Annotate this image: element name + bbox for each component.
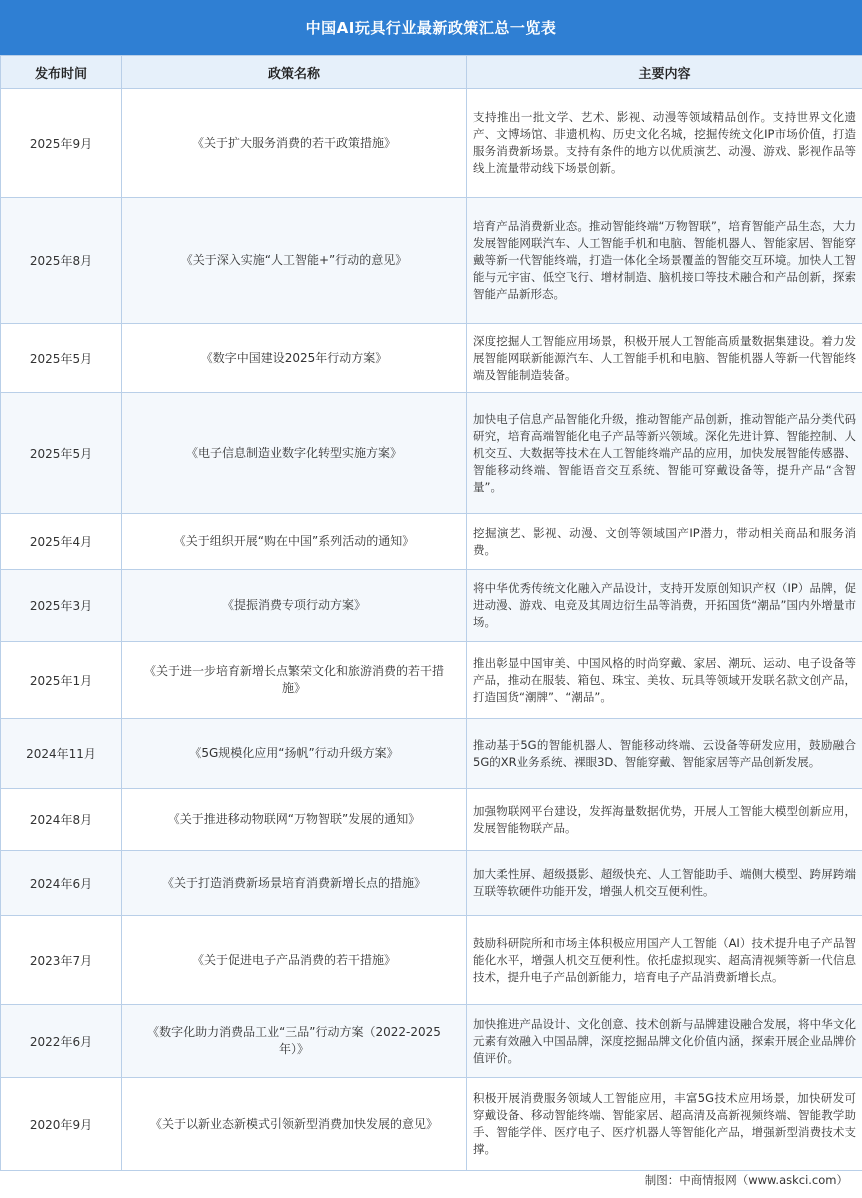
row-policy-name: 《关于扩大服务消费的若干政策措施》 (122, 89, 467, 198)
row-content: 深度挖掘人工智能应用场景，积极开展人工智能高质量数据集建设。着力发展智能网联新能源汽车、人工智能手机和电脑、智能机器人等新一代智能终端及智能制造装备。 (467, 324, 862, 393)
table-row (1, 1005, 862, 1078)
table-row (1, 719, 862, 789)
row-date: 2022年6月 (1, 1005, 122, 1078)
row-date: 2024年6月 (1, 851, 122, 916)
row-date: 2024年11月 (1, 719, 122, 789)
row-date: 2025年1月 (1, 642, 122, 719)
row-content: 加大柔性屏、超级摄影、超级快充、人工智能助手、端侧大模型、跨屏跨端互联等软硬件功能开发，增强人机交互便利性。 (467, 851, 862, 916)
table-body (1, 89, 862, 1171)
row-content: 支持推出一批文学、艺术、影视、动漫等领域精品创作。支持世界文化遗产、文博场馆、非遗机构、历史文化名城，挖掘传统文化IP市场价值，打造服务消费新场景。支持有条件的地方以优质演艺、动漫、游戏、影视作品等线上流量带动线下场景创新。 (467, 89, 862, 198)
row-content: 加快电子信息产品智能化升级，推动智能产品创新，推动智能产品分类代码研究，培育高端智能化电子产品等新兴领域。深化先进计算、智能控制、人机交互、大数据等技术在人工智能终端产品的应用，加快发展智能传感器、智能移动终端、智能语音交互系统、智能可穿戴设备等，提升产品“含智量”。 (467, 393, 862, 514)
table-row (1, 324, 862, 393)
row-policy-name: 《数字化助力消费品工业“三品”行动方案（2022-2025年）》 (122, 1005, 467, 1078)
page-title: 中国AI玩具行业最新政策汇总一览表 (0, 0, 862, 55)
table-header-row (1, 56, 862, 89)
row-content: 将中华优秀传统文化融入产品设计，支持开发原创知识产权（IP）品牌，促进动漫、游戏、电竞及其周边衍生品等消费，开拓国货“潮品”国内外增量市场。 (467, 570, 862, 642)
table-row (1, 1078, 862, 1171)
table-row (1, 642, 862, 719)
row-content: 推动基于5G的智能机器人、智能移动终端、云设备等研发应用，鼓励融合5G的XR业务系统、裸眼3D、智能穿戴、智能家居等产品创新发展。 (467, 719, 862, 789)
header-content: 主要内容 (467, 56, 862, 89)
row-content: 加强物联网平台建设，发挥海量数据优势，开展人工智能大模型创新应用，发展智能物联产品。 (467, 789, 862, 851)
table-row (1, 851, 862, 916)
row-date: 2023年7月 (1, 916, 122, 1005)
row-policy-name: 《关于进一步培育新增长点繁荣文化和旅游消费的若干措施》 (122, 642, 467, 719)
row-content: 推出彰显中国审美、中国风格的时尚穿戴、家居、潮玩、运动、电子设备等产品，推动在服装、箱包、珠宝、美妆、玩具等领域开发联名款文创产品，打造国货“潮牌”、“潮品”。 (467, 642, 862, 719)
row-date: 2024年8月 (1, 789, 122, 851)
row-policy-name: 《关于深入实施“人工智能+”行动的意见》 (122, 198, 467, 324)
row-date: 2025年8月 (1, 198, 122, 324)
row-policy-name: 《关于以新业态新模式引领新型消费加快发展的意见》 (122, 1078, 467, 1171)
header-name: 政策名称 (122, 56, 467, 89)
table-row (1, 570, 862, 642)
row-content: 加快推进产品设计、文化创意、技术创新与品牌建设融合发展，将中华文化元素有效融入中国品牌，深度挖掘品牌文化价值内涵，探索开展企业品牌价值评价。 (467, 1005, 862, 1078)
row-content: 鼓励科研院所和市场主体积极应用国产人工智能（AI）技术提升电子产品智能化水平，增强人机交互便利性。依托虚拟现实、超高清视频等新一代信息技术，提升电子产品创新能力，培育电子产品消费新增长点。 (467, 916, 862, 1005)
table-row (1, 198, 862, 324)
row-policy-name: 《关于打造消费新场景培育消费新增长点的措施》 (122, 851, 467, 916)
row-date: 2020年9月 (1, 1078, 122, 1171)
row-policy-name: 《关于推进移动物联网“万物智联”发展的通知》 (122, 789, 467, 851)
header-date: 发布时间 (1, 56, 122, 89)
table-row (1, 514, 862, 570)
policy-table (0, 55, 862, 1171)
table-row (1, 89, 862, 198)
row-policy-name: 《5G规模化应用“扬帆”行动升级方案》 (122, 719, 467, 789)
table-row (1, 789, 862, 851)
row-date: 2025年5月 (1, 324, 122, 393)
row-policy-name: 《电子信息制造业数字化转型实施方案》 (122, 393, 467, 514)
row-content: 挖掘演艺、影视、动漫、文创等领域国产IP潜力，带动相关商品和服务消费。 (467, 514, 862, 570)
row-date: 2025年3月 (1, 570, 122, 642)
table-row (1, 916, 862, 1005)
row-date: 2025年4月 (1, 514, 122, 570)
table-row (1, 393, 862, 514)
row-policy-name: 《关于促进电子产品消费的若干措施》 (122, 916, 467, 1005)
row-policy-name: 《提振消费专项行动方案》 (122, 570, 467, 642)
row-policy-name: 《数字中国建设2025年行动方案》 (122, 324, 467, 393)
row-content: 积极开展消费服务领域人工智能应用，丰富5G技术应用场景，加快研发可穿戴设备、移动智能终端、智能家居、超高清及高新视频终端、智能教学助手、智能学伴、医疗电子、医疗机器人等智能化产品，增强新型消费技术支撑。 (467, 1078, 862, 1171)
row-date: 2025年5月 (1, 393, 122, 514)
source-credit: 制图：中商情报网（www.askci.com） (644, 1173, 848, 1187)
row-policy-name: 《关于组织开展“购在中国”系列活动的通知》 (122, 514, 467, 570)
row-content: 培育产品消费新业态。推动智能终端“万物智联”，培育智能产品生态，大力发展智能网联汽车、人工智能手机和电脑、智能机器人、智能家居、智能穿戴等新一代智能终端，打造一体化全场景覆盖的智能交互环境。加快人工智能与元宇宙、低空飞行、增材制造、脑机接口等技术融合和产品创新，探索智能产品新形态。 (467, 198, 862, 324)
row-date: 2025年9月 (1, 89, 122, 198)
